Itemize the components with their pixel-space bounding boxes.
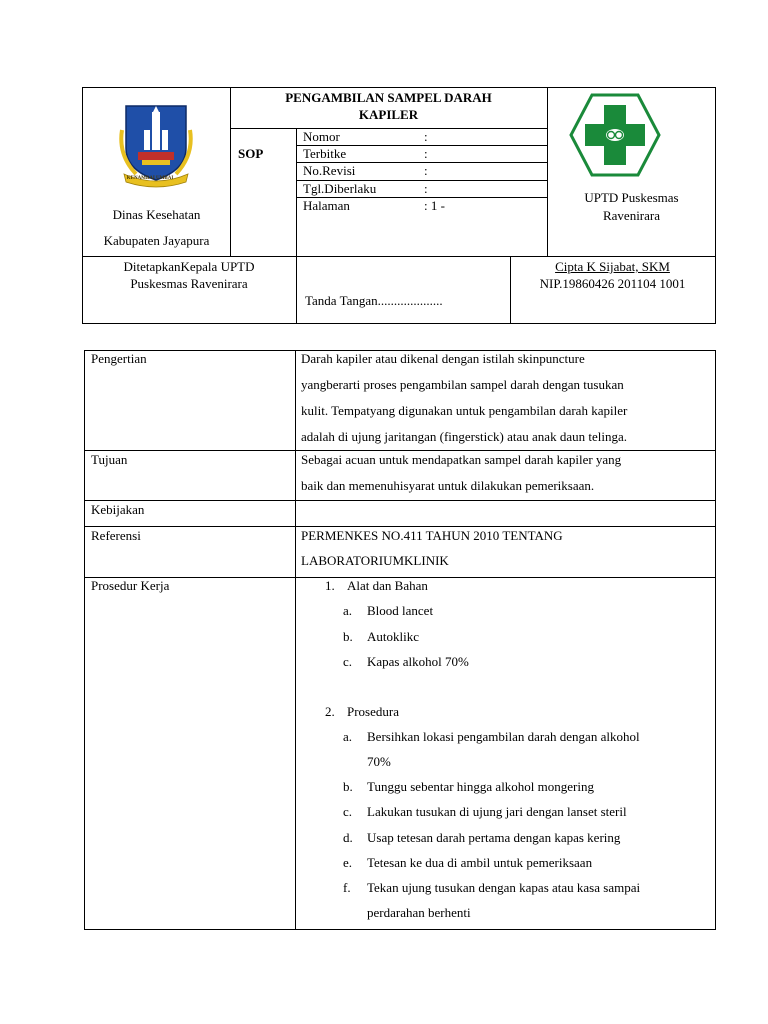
meta-value-terbitke: :	[424, 146, 428, 161]
list-item: Usap tetesan darah pertama dengan kapas kering	[367, 830, 621, 845]
list-item-continuation: perdarahan berhenti	[367, 905, 471, 920]
puskesmas-logo	[569, 93, 661, 177]
list-item: Blood lancet	[367, 603, 434, 618]
list-item-continuation: 70%	[367, 754, 391, 769]
list-item: Tekan ujung tusukan dengan kapas atau kasa sampai	[367, 880, 641, 895]
sop-label: SOP	[238, 146, 264, 161]
list-marker: f.	[343, 880, 351, 895]
pengertian-line1: Darah kapiler atau dikenal dengan istilah skinpuncture	[301, 351, 585, 366]
referensi-line1: PERMENKES NO.411 TAHUN 2010 TENTANG	[301, 528, 563, 543]
list-marker: e.	[343, 855, 353, 870]
group-number-1: 1.	[325, 578, 335, 593]
org-region: Kabupaten Jayapura	[103, 233, 210, 248]
document-title-line1: PENGAMBILAN SAMPEL DARAH	[285, 90, 492, 105]
pengertian-line3: kulit. Tempatyang digunakan untuk pengambilan darah kapiler	[301, 403, 628, 418]
list-marker: b.	[343, 629, 353, 644]
row-label-pengertian: Pengertian	[91, 351, 147, 366]
list-item: Autoklikc	[367, 629, 419, 644]
row-label-tujuan: Tujuan	[91, 452, 128, 467]
signer-name: Cipta K Sijabat, SKM	[555, 259, 670, 274]
list-item: Tunggu sebentar hingga alkohol mongering	[367, 779, 594, 794]
logo-ribbon-text: KENAMBAI UMBAI	[126, 176, 174, 181]
pengertian-line2: yangberarti proses pengambilan sampel darah dengan tusukan	[301, 377, 624, 392]
row-label-kebijakan: Kebijakan	[91, 502, 145, 517]
facility-name-line1: UPTD Puskesmas	[584, 190, 679, 205]
meta-value-tgl-diberlaku: :	[424, 181, 428, 196]
org-name: Dinas Kesehatan	[112, 207, 201, 222]
group-title-alat-bahan: Alat dan Bahan	[347, 578, 428, 593]
approval-line2: Puskesmas Ravenirara	[130, 276, 248, 291]
signer-nip: NIP.19860426 201104 1001	[539, 276, 686, 291]
tujuan-line1: Sebagai acuan untuk mendapatkan sampel darah kapiler yang	[301, 452, 622, 467]
list-marker: d.	[343, 830, 353, 845]
group-title-prosedura: Prosedura	[347, 704, 399, 719]
signature-label: Tanda Tangan....................	[305, 293, 443, 308]
list-item: Lakukan tusukan di ujung jari dengan lanset steril	[367, 804, 627, 819]
meta-value-nomor: :	[424, 129, 428, 144]
document-title-line2: KAPILER	[358, 107, 419, 122]
list-item: Kapas alkohol 70%	[367, 654, 469, 669]
list-item: Tetesan ke dua di ambil untuk pemeriksaan	[367, 855, 593, 870]
list-marker: c.	[343, 804, 353, 819]
meta-value-revisi: :	[424, 163, 428, 178]
referensi-line2: LABORATORIUMKLINIK	[301, 553, 449, 568]
row-label-referensi: Referensi	[91, 528, 141, 543]
list-marker: b.	[343, 779, 353, 794]
list-marker: a.	[343, 729, 353, 744]
facility-name-line2: Ravenirara	[602, 208, 661, 223]
list-marker: c.	[343, 654, 353, 669]
pengertian-line4: adalah di ujung jaritangan (fingerstick) atau anak daun telinga.	[301, 429, 627, 444]
row-label-prosedur: Prosedur Kerja	[91, 578, 170, 593]
meta-label-tgl-diberlaku: Tgl.Diberlaku	[303, 181, 377, 196]
meta-label-nomor: Nomor	[303, 129, 340, 144]
meta-label-revisi: No.Revisi	[303, 163, 356, 178]
meta-label-halaman: Halaman	[303, 198, 350, 213]
approval-line1: DitetapkanKepala UPTD	[123, 259, 255, 274]
tujuan-line2: baik dan memenuhisyarat untuk dilakukan pemeriksaan.	[301, 478, 595, 493]
list-marker: a.	[343, 603, 353, 618]
group-number-2: 2.	[325, 704, 335, 719]
meta-label-terbitke: Terbitke	[303, 146, 347, 161]
meta-value-halaman: : 1 -	[424, 198, 445, 213]
list-item: Bersihkan lokasi pengambilan darah dengan alkohol	[367, 729, 640, 744]
